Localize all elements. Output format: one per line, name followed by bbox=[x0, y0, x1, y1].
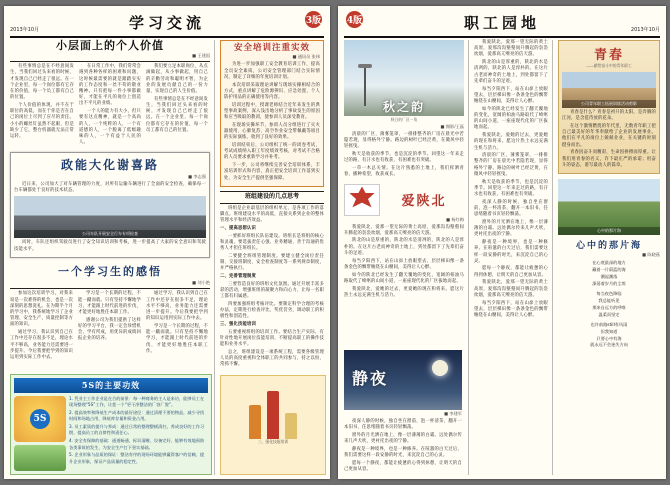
a5-sidebar-caption: 三、强化技能培训 bbox=[257, 439, 289, 444]
b5-photo bbox=[558, 179, 660, 235]
poem-line: 就永远不会迷失方向 bbox=[590, 342, 628, 348]
b4-body: 青春是什么？青春是初升的太阳，是奔腾的江河，是含苞待放的花朵。 在这个激情燃烧的年代里，无数青年职工把自己最美好的年华奉献给了企业的发展事业。他们在平凡的岗位上兢兢业业，在关键的时刻挺身而出。 青春因奋斗而精彩，生命因拼搏而厚重。让我们用青春的名义，许下最庄严的承诺；用奋斗的姿态，谱写最动人的篇章。 bbox=[562, 110, 656, 168]
bar-shape bbox=[267, 391, 279, 439]
list-item: 3. 员工素质的提升与养成：通过日常的整理整顿清扫，养成良好的工作习惯，提高员工的自律性和责任心。 bbox=[69, 424, 205, 436]
masthead-right bbox=[344, 10, 660, 38]
b2-byline: ■ 杨红梅 bbox=[446, 216, 464, 222]
a6-logo bbox=[14, 396, 66, 442]
bar-shape bbox=[285, 413, 297, 439]
a6-logo-text: 5S bbox=[30, 409, 50, 429]
list-item: 1. 凭业主工作企业是在合的前景：每一种商务的主人是来访，能够员工在现场整理“5S”工作，让您一个“更干净整洁的厂容厂貌”。 bbox=[69, 396, 205, 408]
a5-subhead: 一、提高思想认识 bbox=[220, 226, 256, 232]
article-a1 bbox=[10, 40, 210, 148]
left-columns bbox=[10, 40, 324, 475]
b1-byline: ■ 摄影/王磊 bbox=[440, 124, 464, 129]
page-right bbox=[338, 6, 666, 479]
b5-byline: ■ 陈晓燕 bbox=[642, 252, 660, 258]
page-left bbox=[4, 6, 330, 479]
bar-shape bbox=[249, 405, 261, 439]
a2-headline: 政能大化谢喜路 bbox=[60, 157, 159, 172]
article-a5 bbox=[220, 191, 324, 368]
poem-line: 在心底最深的地方 bbox=[592, 260, 626, 266]
divider bbox=[10, 288, 210, 289]
a4-body: 为进一步加强职工安全教育培训工作，提高全员安全素质，公司安全管理部门结合实际情况，制定了详细的年度培训计划。 本次培训采取理论讲解与现场实操相结合的方式，重点讲解了危险源辨识、应急处置、个人防护用品的正确使用等内容。 培训过程中，授课老师结合近年来发生的典型事故案例，深入浅出地分析了事故发生的原因和应当吸取的教训，使参训人员深受教育。 在现场实操环节，参训人员分组进行了灭火器使用、心肺复苏、高空作业安全带佩戴等项目的实际演练，收到了良好的效果。 培训结束后，公司组织了统一的闭卷考试，考试成绩纳入职工年度绩效考核，对考试不合格的人员要求重新学习并补考。 下一步，公司将继续完善安全培训体系，丰富培训形式和内容，真正把安全培训工作落到实处，为安全生产提供坚强保障。 bbox=[224, 62, 320, 181]
moon-shape bbox=[432, 360, 448, 376]
article-a2 bbox=[10, 152, 210, 258]
article-b1 bbox=[344, 40, 464, 179]
a2-lead: 近日来，公司加大了对车辆管理的力度，对所有运输车辆进行了全面的安全检查，确保每一台车辆都处于良好的技术状态。 bbox=[14, 181, 206, 194]
poem-line: 涤荡着岁月的尘埃 bbox=[592, 280, 626, 286]
article-a4 bbox=[220, 40, 324, 187]
a1-headline: 小层面上的个人价值 bbox=[56, 39, 164, 52]
page-title-right: 职工园地 bbox=[463, 14, 540, 32]
a2-photo-caption: 公司车队开展安全行车专项检查 bbox=[14, 230, 206, 238]
article-a6 bbox=[10, 374, 212, 475]
a1-byline: ■ 王建国 bbox=[192, 53, 210, 59]
a6-list bbox=[69, 396, 208, 471]
b2-overflow: 我爱陕北，爱那一望无际的黄土高原，爱那沟沟壑壑间升腾起的袅袅炊烟，爱那高亢嘹亮的信天游。 陕北的山是厚重的，陕北的水是清冽的，陕北的人是淳朴的。在这片古老而神奇的土地上，到处都留下了先辈们奋斗的足迹。 每当夕阳西下，站在山峁上放眼望去，层层梯田像一条条金色的飘带缠绕在山腰间，美得让人心醉。 如今的陕北已经发生了翻天覆地的变化，宽阔的柏油马路取代了崎岖的山间小道，一座座现代化的厂区拔地而起。 我爱陕北，爱她的过去，更爱她的现在和将来。愿这片热土永远充满生机与活力。 清晨的厂区，薄雾笼罩，一排排整齐的厂房在晨光中若隐若现，显得格外宁静。路边的树叶已经泛黄，在微风中轻轻摇曳。 秋天是收获的季节，也是沉淀的季节。回望这一年来走过的路，有汗水也有收获，有困难也有突破。 夜深人静的时候，独自坐在窗前，泡一杯清茶，翻开一本旧书，任思绪随着书页轻轻飘荡。 窗外的月光洒在地上，像一层薄薄的白霜。远处偶尔传来几声犬吠，更衬托出夜的宁静。 静夜是一种境界，也是一种修养。在喧嚣的白天过后，我们需要这样一段安静的时光，来沉淀自己的心灵。 愿每一个静夜，都能让疲惫的心得到休憩，让明天的自己更加从容。 我爱陕北，爱那一望无际的黄土高原，爱那沟沟壑壑间升腾起的袅袅炊烟，爱那高亢嘹亮的信天游。 每当夕阳西下，站在山峁上放眼望去，层层梯田像一条条金色的飘带缠绕在山腰间，美得让人心醉。 bbox=[474, 40, 548, 318]
a2-photo bbox=[14, 196, 206, 238]
a5-body: 班组是企业最基层的组织单元，是各项工作的落脚点。班组建设水平的高低，直接关系到企业的整体管理水平和经济效益。 一、提高思想认识 一要抓好班组长队伍建设。班组长是班组的核心和灵魂，要选拔责任心强、业务精通、善于沟通的优秀人才担任班组长。 二要健全班组管理制度。要建立健全岗位责任制、交接班制度、安全检查制度等一系列规章制度，并严格执行。 二、完善管理制度 三要营造良好的班组文化氛围。通过开展丰富多彩的活动，增强班组的凝聚力和向心力，让每一名职工都有归属感。 四要加强班组考核评比。要制定科学合理的考核办法，定期进行检查评比，奖优罚劣，调动职工的积极性和创造性。 三、强化技能培训 五要重视班组的培训工作。要结合生产实际，有针对性地开展岗位技能培训，不断提高职工的操作技能和业务水平。 总之，班组建设是一项系统工程，需要各级管理人员的高度重视和全体职工的共同参与，持之以恒，常抓不懈。 bbox=[220, 205, 324, 368]
b2-headline: 爱陕北 bbox=[401, 194, 447, 210]
a2-body: 同时，车队还组织驾驶员进行了安全知识培训和考核，进一步提高了大家的安全意识和驾驶技能水平。 bbox=[14, 240, 206, 252]
divider bbox=[10, 61, 210, 62]
article-b2 bbox=[344, 184, 464, 299]
article-b3 bbox=[344, 350, 462, 475]
right-columns bbox=[344, 40, 660, 475]
a3-headline: 一个学习生的感悟 bbox=[58, 265, 162, 279]
b4-photo bbox=[562, 72, 656, 108]
a1-col3: 我们要立足本职岗位，从点滴做起，从小事做起，用自己的辛勤劳动和聪明才智，为企业的发展贡献自己的一份力量，实现自己的人生价值。 有些事情总是在不经意间发生，当我们回过头来看的时候，才发现自己已经走了很远。在一个企业里，每一个岗位都有它存在的价值，每一个员工都有自己的位置。 bbox=[146, 64, 208, 133]
lamp-head-shape bbox=[358, 64, 372, 68]
article-b5 bbox=[558, 179, 660, 349]
a6-decoration bbox=[14, 445, 66, 471]
list-item: 2. 提高效率和降低生产成本的最好途径：通过清理不要的物品，减少寻找时间和场地占用，降低库存量和资金占用。 bbox=[69, 410, 205, 422]
b3-byline: ■ 李建军 bbox=[444, 411, 462, 417]
b3-body: 夜深人静的时候，独自坐在窗前，泡一杯清茶，翻开一本旧书，任思绪随着书页轻轻飘荡。 窗外的月光洒在地上，像一层薄薄的白霜。远处偶尔传来几声犬吠，更衬托出夜的宁静。 静夜是一种境界，也是一种修养。在喧嚣的白天过后，我们需要这样一段安静的时光，来沉淀自己的心灵。 愿每一个静夜，都能让疲惫的心得到休憩，让明天的自己更加从容。 bbox=[344, 419, 462, 473]
column-divider bbox=[214, 40, 215, 475]
poem-line: 潮起潮落 bbox=[600, 273, 618, 279]
a1-col1: 有些事情总是在不经意间发生，当我们回过头来看的时候，才发现自己已经走了很远。在一个企业里，每一个岗位都有它存在的价值，每一个员工都有自己的位置。 个人价值的体现，并不在于职位的高低，而在于你是否在自己的岗位上尽到了应尽的责任。小小的螺丝钉虽然不起眼，但是缺少了它，整台机器就无法正常运转。 bbox=[10, 64, 74, 139]
a5-headline: 班组建设的几点思考 bbox=[244, 193, 299, 201]
poem-line: 但我知道 bbox=[600, 328, 618, 334]
b3-photo bbox=[344, 350, 462, 410]
a3-col1: 参加这次培训学习，对我来说是一次难得的机会，也是一次深刻的思想洗礼。在为期半个月的学习中，我系统地学习了企业管理、安全生产、质量控制等方面的知识。 通过学习，我认识到自己在工作中还存在很多不足，理论水平不够高，业务能力还需要进一步提升。今后我要把学到的知识运用到实际工作中去。 bbox=[10, 291, 73, 360]
b1-body: 清晨的厂区，薄雾笼罩，一排排整齐的厂房在晨光中若隐若现，显得格外宁静。路边的树叶已经泛黄，在微风中轻轻摇曳。 秋天是收获的季节，也是沉淀的季节。回望这一年来走过的路，有汗水也有收获，有困难也有突破。 一草一木总关情。在这片熟悉的土地上，我们挥洒青春，播种希望，收获成长。 bbox=[344, 132, 464, 178]
list-item: 5. 企业形象与品质的保证：整洁有序的现场环境能够赢得客户的信赖，提升企业形象，保证产品质量的稳定性。 bbox=[69, 452, 205, 464]
b5-poem-title: 心中的那片海 bbox=[575, 241, 642, 252]
b2-body: 我爱陕北，爱那一望无际的黄土高原，爱那沟沟壑壑间升腾起的袅袅炊烟，爱那高亢嘹亮的信天游。 陕北的山是厚重的，陕北的水是清冽的，陕北的人是淳朴的。在这片古老而神奇的土地上，到处都留下了先辈们奋斗的足迹。 每当夕阳西下，站在山峁上放眼望去，层层梯田像一条条金色的飘带缠绕在山腰间，美得让人心醉。 如今的陕北已经发生了翻天覆地的变化，宽阔的柏油马路取代了崎岖的山间小道，一座座现代化的厂区拔地而起。 我爱陕北，爱她的过去，更爱她的现在和将来。愿这片热土永远充满生机与活力。 bbox=[344, 224, 464, 298]
a2-byline: ■ 李志强 bbox=[188, 173, 206, 179]
article-a3 bbox=[10, 263, 210, 362]
a4-headline: 安全培训注重实效 bbox=[233, 43, 310, 53]
poem-line: 那来自远方的呼唤 bbox=[592, 304, 626, 310]
poem-line: 藏着一片蔚蓝的海 bbox=[592, 267, 626, 273]
a3-col2: 学习是一个长期的过程，不能一蹴而就。只有坚持不懈地学习，才能跟上时代前进的步伐，才能更好地胜任本职工作。 感谢公司为我们提供了这样好的学习平台，我一定会珍惜机会，学有所成，用优异的成绩回报企业的培养。 bbox=[78, 291, 141, 342]
a1-col2: 在日常工作中，我们常常会遇到各种各样的困难和问题，这时候最需要的就是踏踏实实的工作态度和一丝不苟的敬业精神。只有把每一件小事都做好，才能在平凡的岗位上创造出不平凡的业绩。 一个人的能力有大小，但只要有这点精神，就是一个高尚的人，一个纯粹的人，一个有道德的人，一个脱离了低级趣味的人，一个有益于人民的人。 bbox=[79, 64, 141, 146]
b4-subtitle: ——献给奋斗中的青年职工 bbox=[586, 63, 632, 68]
a6-title: 5S的主要功效 bbox=[14, 378, 208, 393]
poem-line: 也许前路still有风雨 bbox=[590, 322, 628, 328]
divider bbox=[220, 203, 324, 204]
a5-subhead: 二、完善管理制度 bbox=[220, 274, 256, 280]
papercut-icon bbox=[344, 184, 380, 216]
masthead-left bbox=[10, 10, 324, 38]
b3-headline: 静夜 bbox=[352, 369, 389, 389]
b5-poem bbox=[558, 260, 660, 349]
b4-title: 青春 bbox=[593, 48, 624, 63]
b1-photo-caption: 秋日的厂区一角 bbox=[390, 117, 418, 122]
list-item: 4. 安全有保障的基础：通道畅通、标识清晰、设备完好，能够有效地预防各类事故的发生，为安全生产打下坚实基础。 bbox=[69, 438, 205, 450]
a3-byline: ■ 刘小艳 bbox=[192, 280, 210, 286]
issue-date-left: 2013年10月 bbox=[10, 27, 40, 33]
issue-date-right: 2013年10月 bbox=[630, 27, 660, 33]
poem-line: 我总能听见 bbox=[598, 298, 620, 304]
page-number-right: 4版 bbox=[346, 11, 363, 28]
page-title-left: 学习交流 bbox=[128, 14, 205, 32]
poem-line: 每当夜色降临 bbox=[596, 291, 622, 297]
article-b4 bbox=[558, 40, 660, 174]
a4-byline: ■ 通讯员 张伟 bbox=[292, 54, 320, 60]
column-divider bbox=[552, 40, 553, 475]
b4-photo-caption: 公司青年职工拓展训练活动剪影 bbox=[562, 100, 656, 108]
a5-subhead: 三、强化技能培训 bbox=[220, 322, 256, 328]
poem-line: 温柔而坚定 bbox=[598, 311, 620, 317]
a3-col3: 通过学习，我认识到自己在工作中还存在很多不足，理论水平不够高，业务能力还需要进一步提升。今后我要把学到的知识运用到实际工作中去。 学习是一个长期的过程，不能一蹴而就。只有坚持不懈地学习，才能跟上时代前进的步伐，才能更好地胜任本职工作。 bbox=[146, 291, 208, 354]
b5-photo-caption: 心中的那片海 bbox=[558, 227, 660, 235]
column-divider bbox=[468, 40, 469, 475]
poem-line: 只要心中有海 bbox=[596, 335, 622, 341]
b1-calligraphy: 秋之韵 bbox=[382, 100, 425, 114]
a5-sidebar-graphic bbox=[220, 375, 326, 475]
page-number-left: 3版 bbox=[305, 11, 322, 28]
